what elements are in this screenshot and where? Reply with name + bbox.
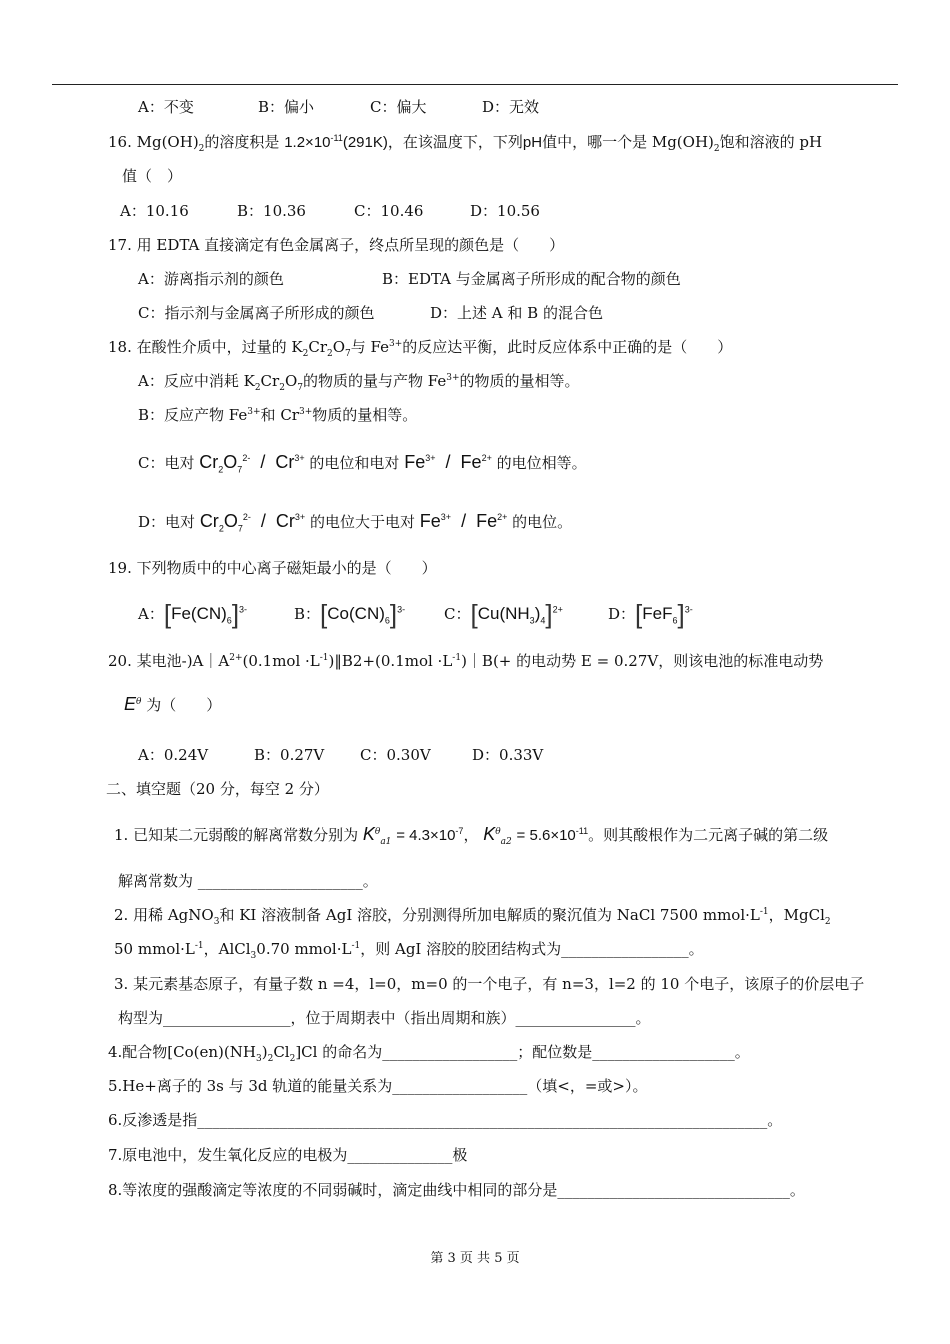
q16-option-a: A：10.16 bbox=[120, 202, 189, 220]
q17-option-b: B：EDTA 与金属离子所形成的配合物的颜色 bbox=[382, 270, 681, 288]
fill-1-line2: 解离常数为 ______________________。 bbox=[118, 872, 378, 890]
q15-option-a: A：不变 bbox=[138, 98, 194, 116]
q15-option-d: D：无效 bbox=[482, 98, 540, 116]
q19-option-d: D：$[FeF_6]^{3-}$ bbox=[608, 599, 693, 629]
header-rule bbox=[52, 84, 898, 85]
q19-option-c: C：$[Cu(NH_3)_4]^{2+}$ bbox=[444, 599, 563, 629]
q16-stem: 16. $Mg(OH)_2$的溶度积是 $1.2\times 10^{-11}(291K)$，在该温度下，下列pH值中，哪一个是 $Mg(OH)_2$饱和溶液的 pH bbox=[108, 133, 823, 154]
fill-7: 7.原电池中，发生氧化反应的电极为______________极 bbox=[108, 1146, 468, 1164]
q16-options bbox=[120, 201, 540, 221]
q16-stem-line2: 值（ ） bbox=[122, 167, 183, 185]
dichromate-chromium-couple: $Cr_2O_7^{2-} / Cr^{3+}$ bbox=[199, 452, 305, 475]
section-fill-in-title: 二、填空题（20 分，每空 2 分） bbox=[106, 780, 329, 798]
q20-option-b: B：0.27V bbox=[254, 746, 325, 764]
q20-option-d: D：0.33V bbox=[472, 746, 544, 764]
q17-stem: 17. 用 EDTA 直接滴定有色金属离子，终点所呈现的颜色是（ ） bbox=[108, 236, 565, 254]
q16-option-c: C：10.46 bbox=[354, 202, 424, 220]
iron-couple: $Fe^{3+} / Fe^{2+}$ bbox=[404, 452, 492, 472]
q19-option-a: A：$[Fe(CN)_6]^{3-}$ bbox=[138, 599, 248, 629]
q18-option-d: D：电对 $Cr_2O_7^{2-} / Cr^{3+}$ 的电位大于电对 $Fe^{3+} / Fe^{2+}$ 的电位。 bbox=[138, 511, 573, 534]
q15-option-b: B：偏小 bbox=[258, 98, 315, 116]
q20-option-c: C：0.30V bbox=[360, 746, 431, 764]
q18-option-b: B：反应产物 $Fe^{3+}$和 $Cr^{3+}$物质的量相等。 bbox=[138, 406, 418, 424]
q18-stem: 18. 在酸性介质中，过量的 $K_2Cr_2O_7$与 $Fe^{3+}$的反应达平衡，此时反应体系中正确的是（ ） bbox=[108, 338, 733, 359]
q17-option-c: C：指示剂与金属离子所形成的颜色 bbox=[138, 304, 375, 322]
fill-4: 4.配合物$[Co(en)(NH_3)_2Cl_2]Cl$ 的命名为__________________；配位数是___________________。 bbox=[108, 1043, 750, 1064]
q15-option-c: C：偏大 bbox=[370, 98, 427, 116]
q19-options bbox=[138, 598, 693, 630]
q17-option-d: D：上述 A 和 B 的混合色 bbox=[430, 304, 603, 322]
fill-2-line2: 50 $mmol\cdot L^{-1}$，AlCl$_3$0.70 $mmol\cdot L^{-1}$，则 AgI 溶胶的胶团结构式为_________________。 bbox=[114, 940, 704, 961]
q20-option-a: A：0.24V bbox=[138, 746, 209, 764]
iron-couple: $Fe^{3+} / Fe^{2+}$ bbox=[419, 511, 508, 531]
fill-1: 1. 已知某二元弱酸的解离常数分别为 $K^\theta_{a1} = 4.3\times 10^{-7}$， $K^\theta_{a2} = 5.6\times 10^{-11}$。则其酸根作为二元离子碱的第二级 bbox=[114, 824, 829, 847]
q18-option-a: A：反应中消耗 $K_2Cr_2O_7$的物质的量与产物 $Fe^{3+}$的物质的量相等。 bbox=[138, 372, 580, 393]
fill-2: 2. 用稀 AgNO$_3$和 KI 溶液制备 AgI 溶胶，分别测得所加电解质的聚沉值为 NaCl 7500 $mmol\cdot L^{-1}$，MgCl$_2$ bbox=[114, 906, 831, 927]
q20-stem-line2: $E^\theta$ 为（ ） bbox=[124, 694, 222, 714]
q16-option-d: D：10.56 bbox=[470, 202, 540, 220]
q20-options bbox=[138, 745, 543, 765]
q20-stem: 20. 某电池$-)A|A^{2+}(0.1mol$ $\cdot L^{-1})‖B2+(0.1mol$ $\cdot L^{-1})|B(+$ 的电动势 E = 0.27V，则该电池的标准电动势 bbox=[108, 652, 824, 670]
fill-6: 6.反渗透是指____________________________________________________________________________。 bbox=[108, 1111, 783, 1129]
q19-stem: 19. 下列物质中的中心离子磁矩最小的是（ ） bbox=[108, 559, 437, 577]
q16-option-b: B：10.36 bbox=[237, 202, 306, 220]
fill-5: 5.He+离子的 3s 与 3d 轨道的能量关系为__________________（填<，=或>）。 bbox=[108, 1077, 648, 1095]
q17-option-a: A：游离指示剂的颜色 bbox=[138, 270, 284, 288]
q18-option-c: C：电对 $Cr_2O_7^{2-} / Cr^{3+}$ 的电位和电对 $Fe^{3+} / Fe^{2+}$ 的电位相等。 bbox=[138, 452, 587, 475]
q19-option-b: B：$[Co(CN)_6]^{3-}$ bbox=[294, 599, 406, 629]
dichromate-chromium-couple: $Cr_2O_7^{2-} / Cr^{3+}$ bbox=[199, 511, 306, 534]
page-footer: 第 3 页 共 5 页 bbox=[430, 1251, 520, 1266]
q15-options bbox=[138, 97, 539, 117]
fill-8: 8.等浓度的强酸滴定等浓度的不同弱碱时，滴定曲线中相同的部分是_______________________________。 bbox=[108, 1181, 805, 1199]
fill-3: 3. 某元素基态原子，有量子数 n =4，l=0，m=0 的一个电子，有 n=3，l=2 的 10 个电子，该原子的价层电子 bbox=[114, 975, 865, 993]
fill-3-line2: 构型为_________________，位于周期表中（指出周期和族）________________。 bbox=[118, 1009, 651, 1027]
